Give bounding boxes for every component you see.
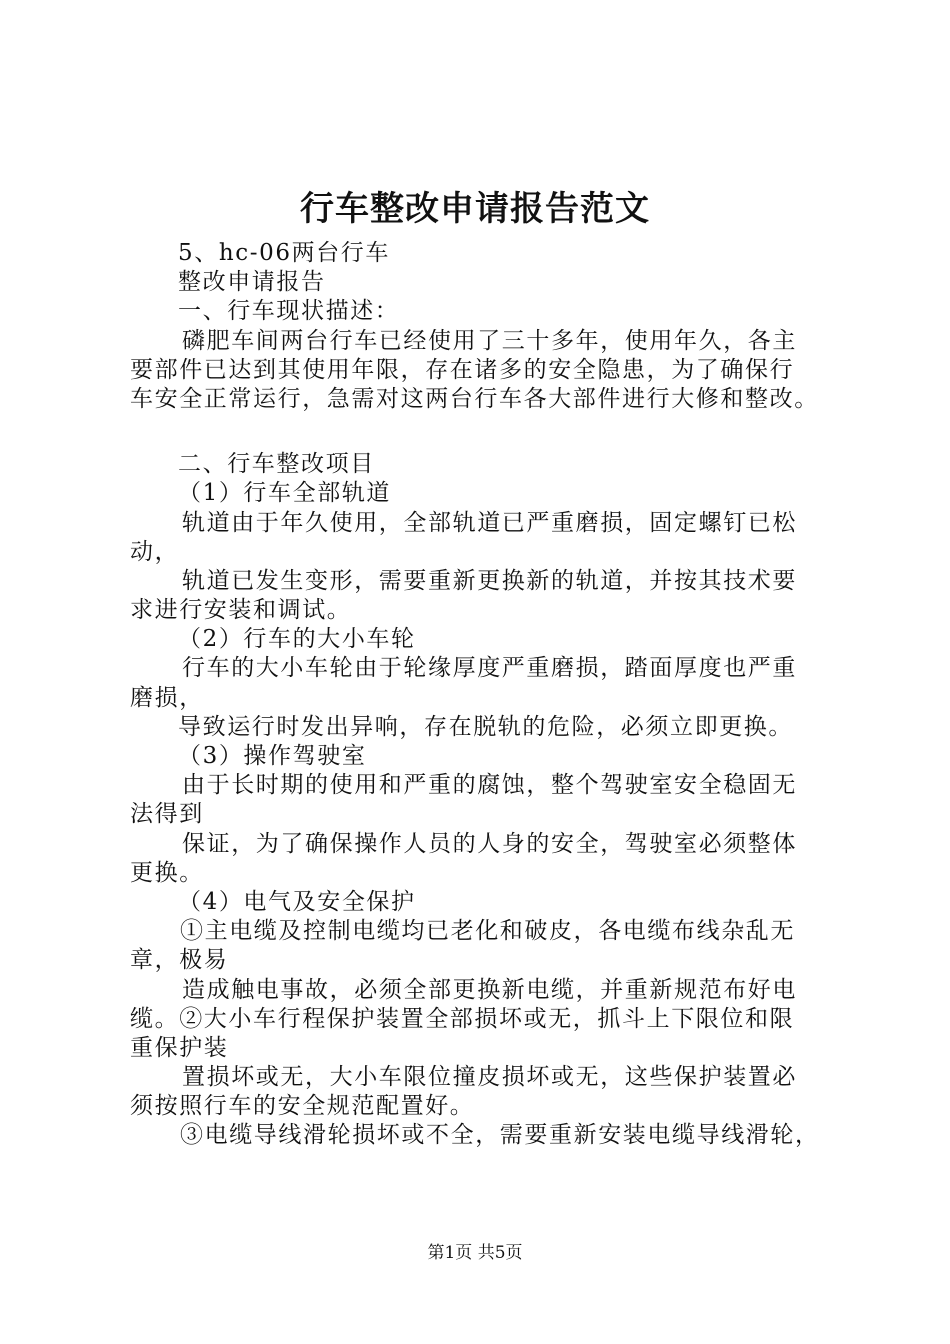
- text-line: 缆。②大小车行程保护装置全部损坏或无，抓斗上下限位和限: [130, 1005, 795, 1032]
- text-line: 要部件已达到其使用年限，存在诸多的安全隐患，为了确保行: [130, 356, 795, 383]
- text-line: 一、行车现状描述：: [178, 298, 400, 325]
- subsection-heading: （4）电气及安全保护: [178, 888, 416, 915]
- text-line: 轨道由于年久使用，全部轨道已严重磨损，固定螺钉已松: [182, 509, 797, 536]
- text-line: 置损坏或无，大小车限位撞皮损坏或无，这些保护装置必: [182, 1064, 797, 1091]
- subsection-heading: （3）操作驾驶室: [178, 743, 367, 769]
- subsection-heading: （1）行车全部轨道: [178, 480, 392, 507]
- section-heading: 二、行车整改项目: [178, 451, 375, 478]
- text-line: 导致运行时发出异响，存在脱轨的危险，必须立即更换。: [178, 713, 793, 740]
- text-line: 章，极易: [130, 947, 229, 974]
- document-body: [130, 239, 845, 1151]
- text-line: ③电缆导线滑轮损坏或不全，需要重新安装电缆导线滑轮，: [180, 1122, 820, 1149]
- text-line: 法得到: [130, 801, 204, 828]
- text-line: 由于长时期的使用和严重的腐蚀，整个驾驶室安全稳固无: [182, 772, 797, 799]
- text-line: 须按照行车的安全规范配置好。: [130, 1093, 475, 1120]
- text-line: 保证，为了确保操作人员的人身的安全，驾驶室必须整体: [182, 830, 797, 857]
- paragraph-gap: [130, 414, 845, 450]
- subsection-heading: （2）行车的大小车轮: [178, 626, 416, 653]
- text-line: 行车的大小车轮由于轮缘厚度严重磨损，踏面厚度也严重: [182, 655, 797, 682]
- page-footer: 第1页 共5页: [427, 1243, 523, 1263]
- text-line: 磷肥车间两台行车已经使用了三十多年，使用年久，各主: [182, 327, 797, 354]
- text-line: 轨道已发生变形，需要重新更换新的轨道，并按其技术要: [182, 567, 797, 594]
- text-line: 更换。: [130, 859, 204, 886]
- text-line: 造成触电事故，必须全部更换新电缆，并重新规范布好电: [182, 976, 797, 1003]
- text-line: 整改申请报告: [178, 269, 326, 296]
- text-line: ①主电缆及控制电缆均已老化和破皮，各电缆布线杂乱无: [180, 918, 795, 945]
- text-line: 车安全正常运行，急需对这两台行车各大部件进行大修和整改。: [130, 385, 819, 412]
- text-line: 5、hc-06两台行车: [178, 240, 390, 266]
- document-title: 行车整改申请报告范文: [300, 189, 650, 229]
- text-line: 磨损，: [130, 684, 204, 711]
- text-line: 重保护装: [130, 1034, 229, 1061]
- text-line: 求进行安装和调试。: [130, 597, 352, 624]
- text-line: 动，: [130, 538, 180, 565]
